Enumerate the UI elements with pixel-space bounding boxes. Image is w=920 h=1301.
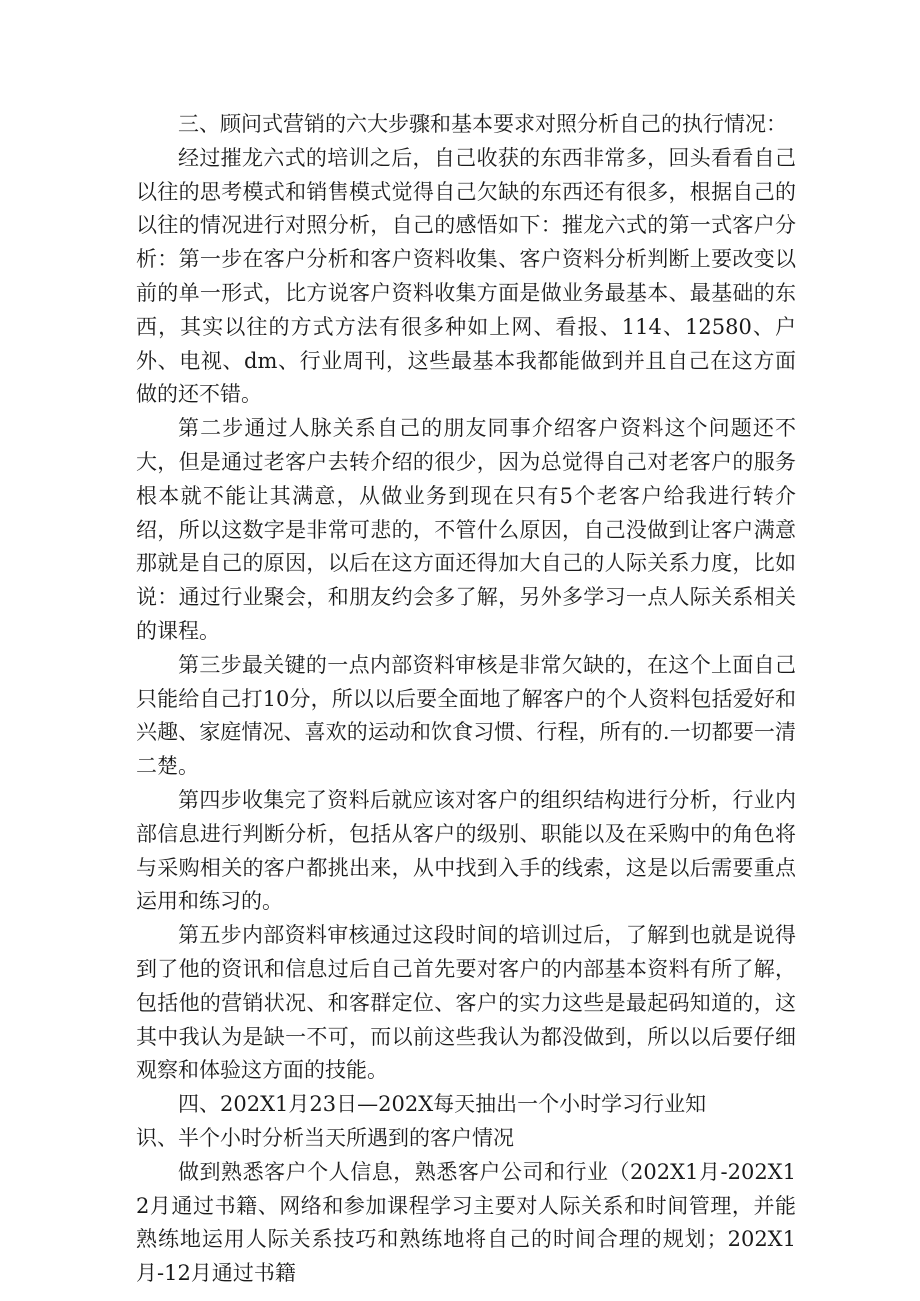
paragraph-plan: 做到熟悉客户个人信息，熟悉客户公司和行业（202X1月-202X12月通过书籍、网络和参加课程学习主要对人际关系和时间管理，并能熟练地运用人际关系技巧和熟练地将自己的时间合理的规划；202X1月-12月通过书籍 — [136, 1159, 796, 1286]
paragraph-step-4: 第四步收集完了资料后就应该对客户的组织结构进行分析，行业内部信息进行判断分析，包括从客户的级别、职能以及在采购中的角色将与采购相关的客户都挑出来，从中找到入手的线索，这是以后需要重点运用和练习的。 — [136, 787, 796, 914]
document-body — [136, 108, 796, 1291]
paragraph-step-5: 第五步内部资料审核通过这段时间的培训过后，了解到也就是说得到了他的资讯和信息过后自己首先要对客户的内部基本资料有所了解，包括他的营销状况、和客群定位、客户的实力这些是最起码知道的，这其中我认为是缺一不可，而以前这些我认为都没做到，所以以后要仔细观察和体验这方面的技能。 — [136, 923, 796, 1083]
paragraph-step-3: 第三步最关键的一点内部资料审核是非常欠缺的，在这个上面自己只能给自己打10分，所以以后要全面地了解客户的个人资料包括爱好和兴趣、家庭情况、喜欢的运动和饮食习惯、行程，所有的.一切都要一清二楚。 — [136, 652, 796, 779]
section-heading-4: 四、202X1月23日—202X每天抽出一个小时学习行业知识、半个小时分析当天所遇到的客户情况 — [136, 1092, 707, 1150]
paragraph-step-1: 经过摧龙六式的培训之后，自己收获的东西非常多，回头看看自己以往的思考模式和销售模式觉得自己欠缺的东西还有很多，根据自己的以往的情况进行对照分析，自己的感悟如下：摧龙六式的第一式客户分析：第一步在客户分析和客户资料收集、客户资料分析判断上要改变以前的单一形式，比方说客户资料收集方面是做业务最基本、最基础的东西，其实以往的方式方法有很多种如上网、看报、114、12580、户外、电视、dm、行业周刊，这些最基本我都能做到并且自己在这方面做的还不错。 — [136, 145, 796, 407]
section-heading-3: 三、顾问式营销的六大步骤和基本要求对照分析自己的执行情况： — [178, 112, 787, 136]
paragraph-step-2: 第二步通过人脉关系自己的朋友同事介绍客户资料这个问题还不大，但是通过老客户去转介绍的很少，因为总觉得自己对老客户的服务根本就不能让其满意，从做业务到现在只有5个老客户给我进行转介绍，所以这数字是非常可悲的，不管什么原因，自己没做到让客户满意那就是自己的原因，以后在这方面还得加大自己的人际关系力度，比如说：通过行业聚会，和朋友约会多了解，另外多学习一点人际关系相关的课程。 — [136, 416, 796, 643]
